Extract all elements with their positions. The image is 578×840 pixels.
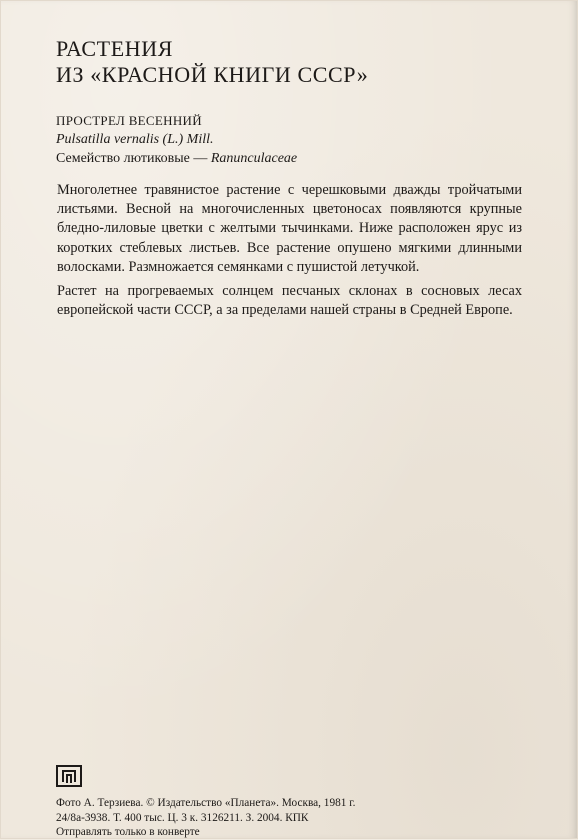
imprint-line1: Фото А. Терзиева. © Издательство «Планета». Москва, 1981 г. (56, 797, 356, 809)
species-family (56, 149, 297, 168)
series-title-line2: ИЗ «КРАСНОЙ КНИГИ СССР» (56, 62, 369, 87)
description-paragraph-2: Растет на прогреваемых солнцем песчаных склонах в сосновых лесах европейской части СССР, а за пределами нашей страны в Средней Европе. (57, 283, 522, 319)
species-latin-name: Pulsatilla vernalis (L.) Mill. (56, 132, 214, 147)
family-latin: Ranunculaceae (210, 151, 298, 166)
planeta-publisher-logo-icon (56, 765, 82, 787)
logo-inner-arch (66, 774, 72, 783)
imprint-line3: Отправлять только в конверте (56, 826, 200, 838)
series-title (56, 36, 368, 88)
imprint (56, 796, 355, 840)
description (57, 181, 522, 325)
family-ru: Семейство лютиковые — (56, 151, 211, 166)
species-block (56, 111, 297, 168)
description-paragraph-1: Многолетнее травянистое растение с черешковыми дважды тройчатыми листьями. Весной на многочисленных цветоносах появляются крупные бледно-лиловые цветки с желтыми тычинками. Ниже расположен ярус из коротких стеблевых листьев. Все растение опушено мягкими длинными волосками. Размножается семянками с пушистой летучкой. (57, 182, 522, 275)
imprint-line2: 24/8а-3938. Т. 400 тыс. Ц. 3 к. 3126211. З. 2004. КПК (56, 811, 309, 824)
species-common-name: ПРОСТРЕЛ ВЕСЕННИЙ (56, 113, 202, 128)
series-title-line1: РАСТЕНИЯ (56, 36, 174, 61)
